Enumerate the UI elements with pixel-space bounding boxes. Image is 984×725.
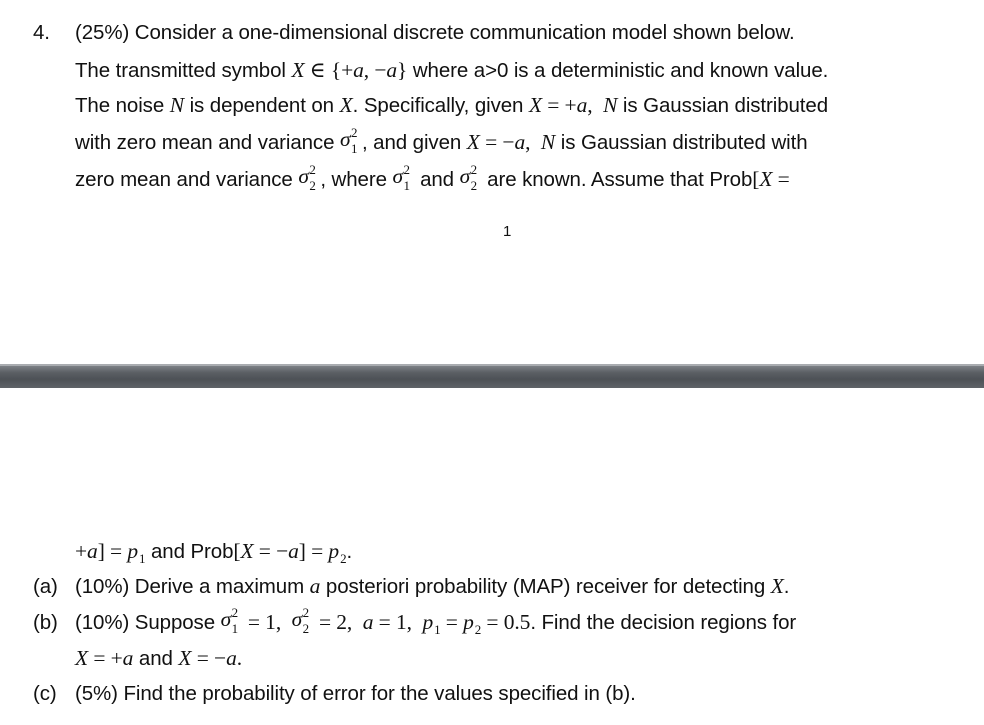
question-line-4: with zero mean and variance σ 2 1 , and given X = −a, N is Gaussian distributed with xyxy=(75,125,808,156)
part-c-label: (c) xyxy=(33,682,57,705)
part-b-label: (b) xyxy=(33,611,58,634)
sigma1-squared-math: σ 2 1 xyxy=(339,125,358,156)
symbol-set-math: X ∈ {+a, −a} xyxy=(291,58,408,82)
question-line-2: The transmitted symbol X ∈ {+a, −a} where a>0 is a deterministic and known value. xyxy=(75,58,829,82)
part-c: (c) (5%) Find the probability of error for the values specified in (b). xyxy=(0,680,636,708)
question-line-6: $+a] = p_1$ and Prob[X = $-a] = p_2$. xyxy=(75,539,353,566)
question-line-3: The noise N is dependent on X. Specifically, given X = +a, N is Gaussian distributed xyxy=(75,93,829,117)
question-line-1 xyxy=(0,19,795,47)
question-line-5: zero mean and variance σ 2 2 , where σ 2 1 and σ 2 2 are known. Assume that Prob[X = xyxy=(75,162,790,193)
part-b: (b) (10%) Suppose σ 2 1 = 1, σ 2 2 = 2, a = 1, $p_1 = p_2 = 0.5$. Find the decision regions for xyxy=(33,605,797,637)
sigma2-squared-math: σ 2 2 xyxy=(298,162,316,193)
part-a: (a) (10%) Derive a maximum a posteriori probability (MAP) receiver for detecting X. xyxy=(0,572,789,601)
question-text-1: (25%) Consider a one-dimensional discrete communication model shown below. xyxy=(75,21,795,44)
part-b-parameters-math: σ 2 1 = 1, σ 2 2 = 2, a = 1, $p_1 = p_2 = 0.5$ xyxy=(220,605,531,637)
question-number: 4. xyxy=(33,21,50,44)
part-b-line-2: X = +a and X = −a. xyxy=(75,646,243,670)
part-a-label: (a) xyxy=(33,575,58,598)
page-number: 1 xyxy=(503,223,512,240)
page-separator xyxy=(0,366,984,388)
